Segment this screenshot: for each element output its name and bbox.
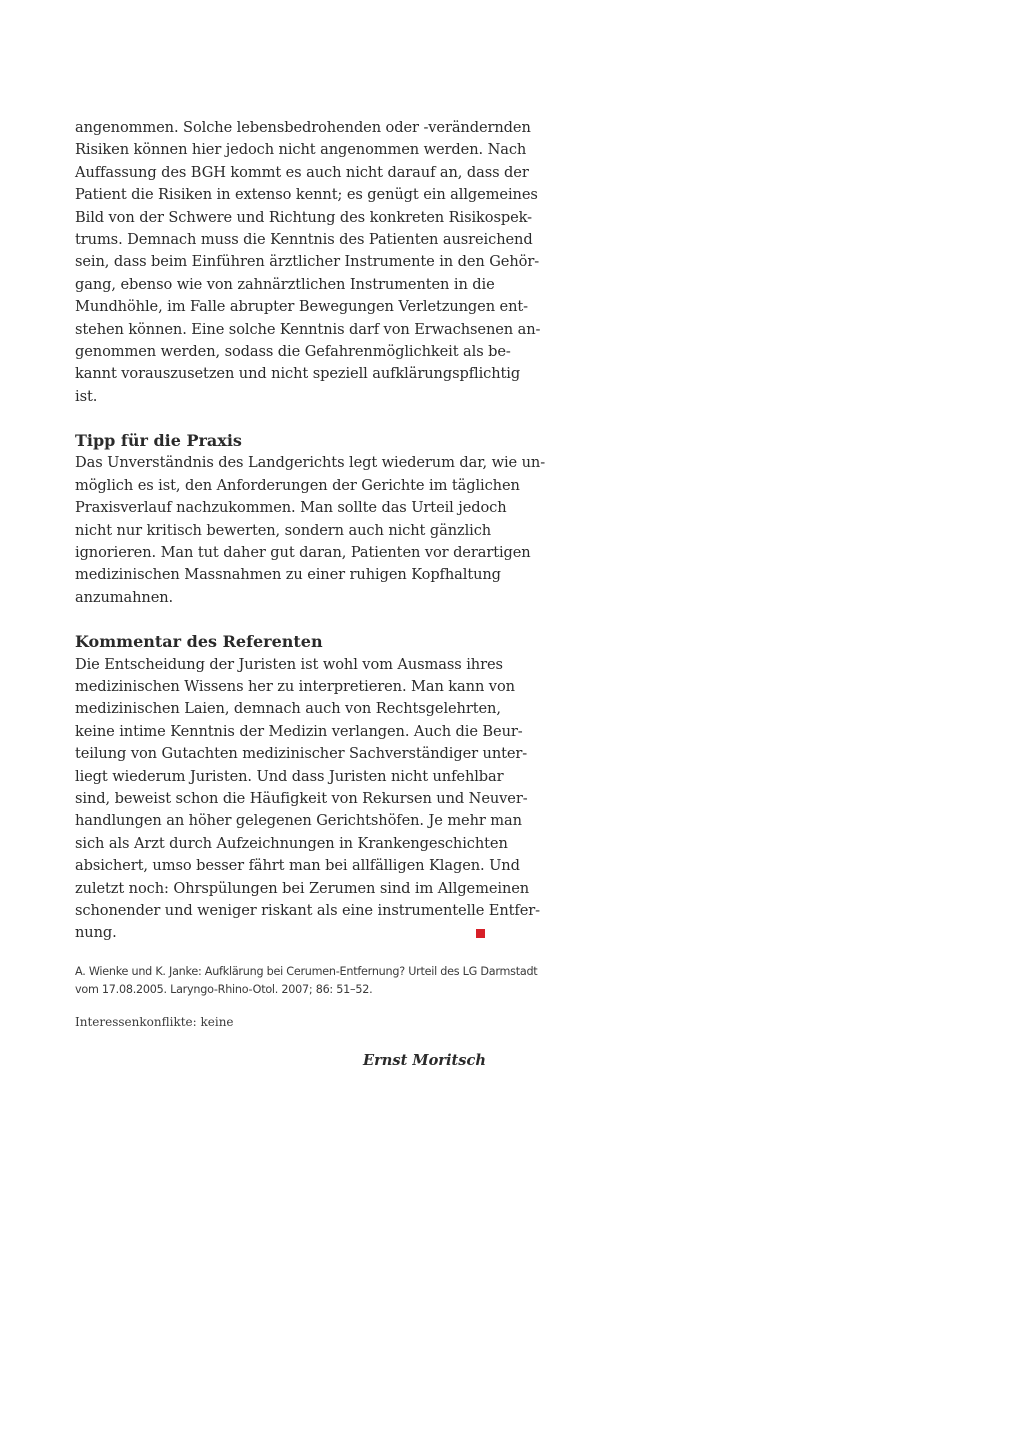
author-name: Ernst Moritsch bbox=[362, 1051, 486, 1069]
reference-citation bbox=[75, 963, 538, 1000]
tipp-paragraph bbox=[75, 452, 546, 609]
reference-line: vom 17.08.2005. Laryngo-Rhino-Otol. 2007; 86: 51–52. bbox=[75, 983, 373, 997]
article-column bbox=[75, 117, 546, 1071]
intro-line: Auffassung des BGH kommt es auch nicht darauf an, dass der bbox=[75, 163, 529, 181]
kommentar-line: medizinischen Wissens her zu interpretieren. Man kann von bbox=[75, 677, 515, 695]
intro-line: Patient die Risiken in extenso kennt; es genügt ein allgemeines bbox=[75, 186, 538, 204]
kommentar-line: medizinischen Laien, demnach auch von Rechtsgelehrten, bbox=[75, 700, 501, 718]
intro-line: genommen werden, sodass die Gefahrenmöglichkeit als be- bbox=[75, 342, 511, 360]
intro-line: stehen können. Eine solche Kenntnis darf von Erwachsenen an- bbox=[75, 320, 541, 338]
intro-paragraph bbox=[75, 117, 541, 408]
tipp-line: medizinischen Massnahmen zu einer ruhigen Kopfhaltung bbox=[75, 566, 501, 584]
intro-line: gang, ebenso wie von zahnärztlichen Instrumenten in die bbox=[75, 275, 495, 293]
kommentar-line: teilung von Gutachten medizinischer Sachverständiger unter- bbox=[75, 745, 528, 763]
tipp-heading: Tipp für die Praxis bbox=[75, 431, 242, 451]
tipp-line: nicht nur kritisch bewerten, sondern auch nicht gänzlich bbox=[75, 521, 492, 539]
intro-line: ist. bbox=[75, 387, 98, 405]
kommentar-line: absichert, umso besser fährt man bei allfälligen Klagen. Und bbox=[75, 857, 520, 875]
kommentar-line: sind, beweist schon die Häufigkeit von Rekursen und Neuver- bbox=[75, 789, 528, 807]
tipp-line: anzumahnen. bbox=[75, 588, 174, 606]
kommentar-paragraph bbox=[75, 654, 540, 945]
kommentar-line: Die Entscheidung der Juristen ist wohl vom Ausmass ihres bbox=[75, 655, 503, 673]
kommentar-line: keine intime Kenntnis der Medizin verlangen. Auch die Beur- bbox=[75, 722, 523, 740]
kommentar-line: schonender und weniger riskant als eine instrumentelle Entfer- bbox=[75, 901, 540, 919]
reference-line: A. Wienke und K. Janke: Aufklärung bei Cerumen-Entfernung? Urteil des LG Darmstadt bbox=[75, 964, 538, 978]
final-line-wrapper bbox=[75, 922, 486, 944]
intro-line: trums. Demnach muss die Kenntnis des Patienten ausreichend bbox=[75, 230, 533, 248]
intro-line: Bild von der Schwere und Richtung des konkreten Risikospek- bbox=[75, 208, 532, 226]
kommentar-line: zuletzt noch: Ohrspülungen bei Zerumen sind im Allgemeinen bbox=[75, 879, 530, 897]
section-spacer bbox=[75, 408, 486, 430]
kommentar-line: sich als Arzt durch Aufzeichnungen in Krankengeschichten bbox=[75, 834, 508, 852]
tipp-line: Das Unverständnis des Landgerichts legt wiederum dar, wie un- bbox=[75, 454, 546, 472]
conflicts-of-interest: Interessenkonflikte: keine bbox=[75, 1014, 234, 1029]
section-spacer bbox=[75, 609, 486, 631]
tipp-line: Praxisverlauf nachzukommen. Man sollte das Urteil jedoch bbox=[75, 499, 507, 517]
kommentar-line: handlungen an höher gelegenen Gerichtshöfen. Je mehr man bbox=[75, 812, 522, 830]
intro-line: Risiken können hier jedoch nicht angenommen werden. Nach bbox=[75, 141, 527, 159]
intro-line: angenommen. Solche lebensbedrohenden oder -verändernden bbox=[75, 119, 531, 136]
intro-line: sein, dass beim Einführen ärztlicher Instrumente in den Gehör- bbox=[75, 253, 540, 271]
intro-line: Mundhöhle, im Falle abrupter Bewegungen Verletzungen ent- bbox=[75, 298, 528, 316]
kommentar-line: liegt wiederum Juristen. Und dass Juristen nicht unfehlbar bbox=[75, 767, 504, 785]
intro-line: kannt vorauszusetzen und nicht speziell aufklärungspflichtig bbox=[75, 365, 521, 383]
tipp-line: möglich es ist, den Anforderungen der Gerichte im täglichen bbox=[75, 476, 520, 494]
kommentar-heading: Kommentar des Referenten bbox=[75, 632, 323, 652]
end-of-article-marker-icon bbox=[476, 929, 485, 938]
tipp-line: ignorieren. Man tut daher gut daran, Patienten vor derartigen bbox=[75, 544, 531, 562]
kommentar-line: nung. bbox=[75, 924, 117, 942]
